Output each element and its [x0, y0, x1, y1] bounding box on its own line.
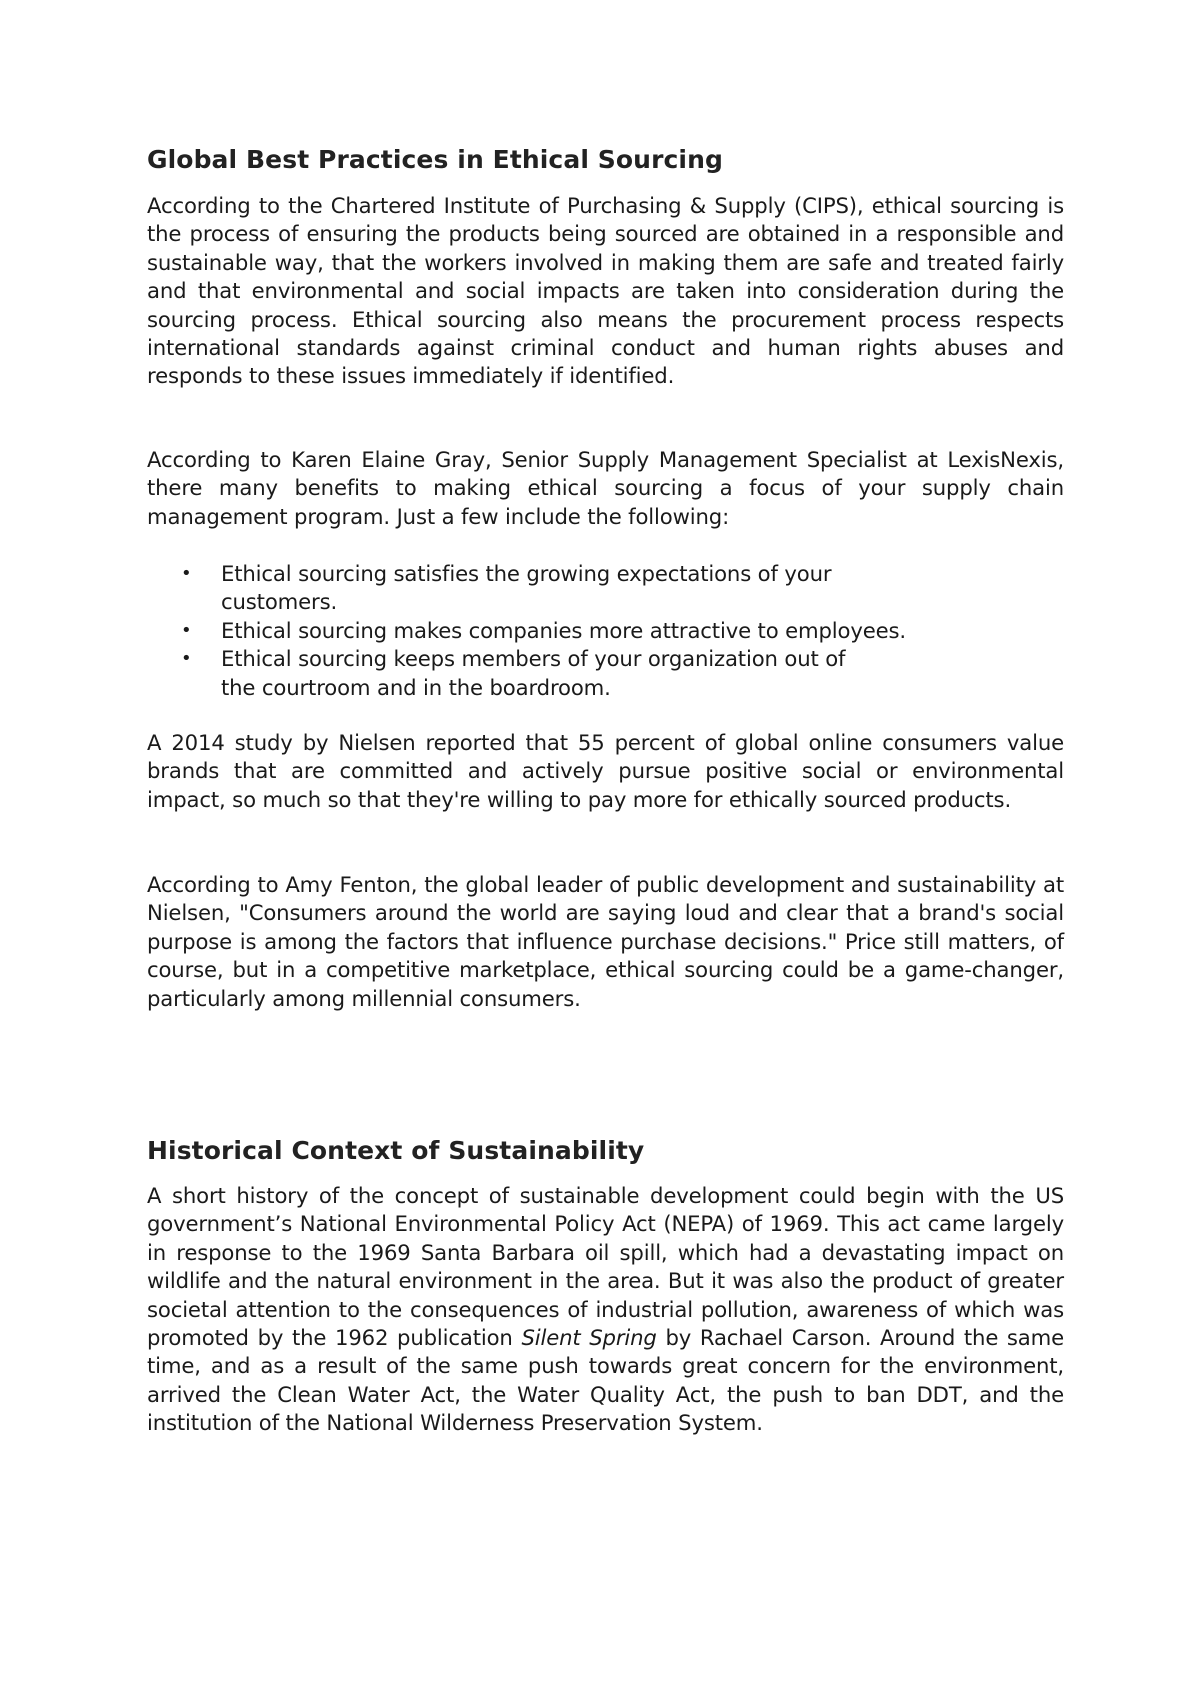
section-heading-historical-context: Historical Context of Sustainability	[147, 1136, 645, 1165]
list-item-text: Ethical sourcing satisfies the growing expectations of your customers.	[221, 561, 832, 615]
paragraph-history	[147, 1182, 1064, 1438]
list-item	[147, 617, 981, 645]
paragraph-karen-gray: According to Karen Elaine Gray, Senior Supply Management Specialist at LexisNexis, there many benefits to making ethical sourcing a focus of your supply chain management program. Just a few include the following:	[147, 447, 1064, 529]
bullet-icon: •	[181, 563, 192, 584]
list-item	[147, 560, 881, 617]
paragraph-cips-definition: According to the Chartered Institute of Purchasing & Supply (CIPS), ethical sourcing is the process of ensuring the products being sourced are obtained in a responsible and sustainable way, that the workers involved in making them are safe and treated fairly and that environmental and social impacts are taken into consideration during the sourcing process. Ethical sourcing also means the procurement process respects international standards against criminal conduct and human rights abuses and responds to these issues immediately if identified.	[147, 193, 1064, 389]
bullet-icon: •	[181, 648, 192, 670]
book-title-silent-spring: Silent Spring	[521, 1325, 657, 1351]
paragraph-nielsen-study: A 2014 study by Nielsen reported that 55 percent of global online consumers value brands that are committed and actively pursue positive social or environmental impact, so much so that they're willing to pay more for ethically sourced products.	[147, 730, 1064, 812]
paragraph-amy-fenton: According to Amy Fenton, the global leader of public development and sustainability at Nielsen, "Consumers around the world are saying loud and clear that a brand's social purpose is among the factors that influence purchase decisions." Price still matters, of course, but in a competitive marketplace, ethical sourcing could be a game-changer, particularly among millennial consumers.	[147, 872, 1064, 1011]
list-item	[147, 645, 881, 702]
list-item-text: Ethical sourcing keeps members of your organization out of the courtroom and in the boardroom.	[221, 646, 846, 700]
list-item-text: Ethical sourcing makes companies more attractive to employees.	[221, 617, 906, 643]
section-heading-ethical-sourcing: Global Best Practices in Ethical Sourcing	[147, 145, 723, 174]
benefits-list	[147, 560, 1064, 702]
history-text-part-1: A short history of the concept of sustainable development could begin with the US government’s National Environmental Policy Act (NEPA) of 1969. This act came largely in response to the 1969 Santa Barbara oil spill, which had a devastating impact on wildlife and the natural environment in the area. But it was also the product of greater societal attention to the consequences of industrial pollution, awareness of which was promoted by the 1962 publication	[147, 1183, 1064, 1351]
history-text-part-2: by Rachael Carson. Around the same time, and as a result of the same push towards great concern for the environment, arrived the Clean Water Act, the Water Quality Act, the push to ban DDT, and the institution of the National Wilderness Preservation System.	[147, 1325, 1065, 1436]
bullet-icon: •	[181, 619, 192, 641]
